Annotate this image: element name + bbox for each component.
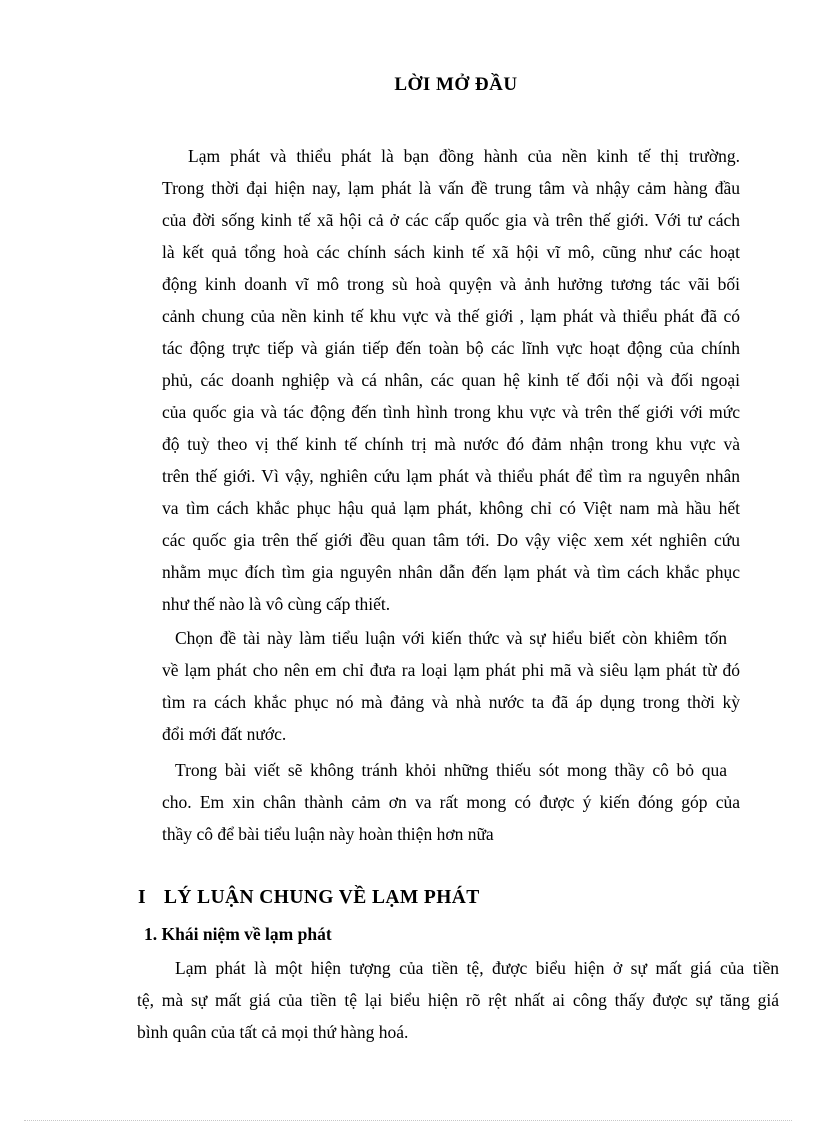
text-line: tác động trực tiếp và gián tiếp đến toàn bộ các lĩnh vực hoạt động của chính <box>162 338 740 358</box>
text-line: của đời sống kinh tế xã hội cả ở các cấp quốc gia và trên thế giới. Với tư cách <box>162 210 740 230</box>
text-line: cho. Em xin chân thành cảm ơn va rất mong có được ý kiến đóng góp của <box>162 792 740 812</box>
text-line: như thế nào là vô cùng cấp thiết. <box>162 594 391 614</box>
text-line: Chọn đề tài này làm tiểu luận với kiến thức và sự hiểu biết còn khiêm tốn <box>175 628 727 648</box>
text-line: phủ, các doanh nghiệp và cá nhân, các quan hệ kinh tế đối nội và đối ngoại <box>162 370 740 390</box>
subsection-heading: 1. Khái niệm về lạm phát <box>144 924 332 944</box>
section-heading <box>138 887 480 909</box>
text-line: là kết quả tổng hoà các chính sách kinh tế xã hội vĩ mô, cũng như các hoạt <box>162 242 740 262</box>
text-line: các quốc gia trên thế giới đều quan tâm tới. Do vậy việc xem xét nghiên cứu <box>162 530 740 550</box>
text-line: tệ, mà sự mất giá của tiền tệ lại biểu hiện rõ rệt nhất ai công thấy được sự tăng giá <box>137 990 779 1010</box>
text-line: Lạm phát là một hiện tượng của tiền tệ, được biểu hiện ở sự mất giá của tiền <box>175 958 779 978</box>
text-line: đổi mới đất nước. <box>162 724 287 744</box>
text-line: tìm ra cách khắc phục nó mà đảng và nhà nước ta đã áp dụng trong thời kỳ <box>162 692 740 712</box>
text-line: về lạm phát cho nên em chỉ đưa ra loại lạm phát phi mã và siêu lạm phát từ đó <box>162 660 740 680</box>
page-title: LỜI MỞ ĐẦU <box>394 74 518 95</box>
text-line: Lạm phát và thiểu phát là bạn đồng hành của nền kinh tế thị trường. <box>188 146 740 166</box>
text-line: bình quân của tất cả mọi thứ hàng hoá. <box>137 1022 409 1042</box>
text-line: của quốc gia và tác động đến tình hình trong khu vực và trên thế giới với mức <box>162 402 740 422</box>
text-line: va tìm cách khắc phục hậu quả lạm phát, không chỉ có Việt nam mà hầu hết <box>162 498 740 518</box>
text-line: Trong bài viết sẽ không tránh khỏi những thiếu sót mong thầy cô bỏ qua <box>175 760 727 780</box>
section-title: LÝ LUẬN CHUNG VỀ LẠM PHÁT <box>164 887 480 908</box>
page-bottom-rule <box>24 1120 792 1121</box>
section-number: I <box>138 887 146 908</box>
text-line: thầy cô để bài tiểu luận này hoàn thiện hơn nữa <box>162 824 494 844</box>
text-line: cảnh chung của nền kinh tế khu vực và thế giới , lạm phát và thiểu phát đã có <box>162 306 740 326</box>
text-line: động kinh doanh vĩ mô trong sù hoà quyện và ảnh hưởng tương tác vãi bối <box>162 274 740 294</box>
text-line: nhằm mục đích tìm gia nguyên nhân dẫn đến lạm phát và tìm cách khắc phục <box>162 562 740 582</box>
text-line: Trong thời đại hiện nay, lạm phát là vấn đề trung tâm và nhậy cảm hàng đầu <box>162 178 740 198</box>
text-line: độ tuỳ theo vị thế kinh tế chính trị mà nước đó đảm nhận trong khu vực và <box>162 434 740 454</box>
text-line: trên thế giới. Vì vậy, nghiên cứu lạm phát và thiểu phát để tìm ra nguyên nhân <box>162 466 740 486</box>
